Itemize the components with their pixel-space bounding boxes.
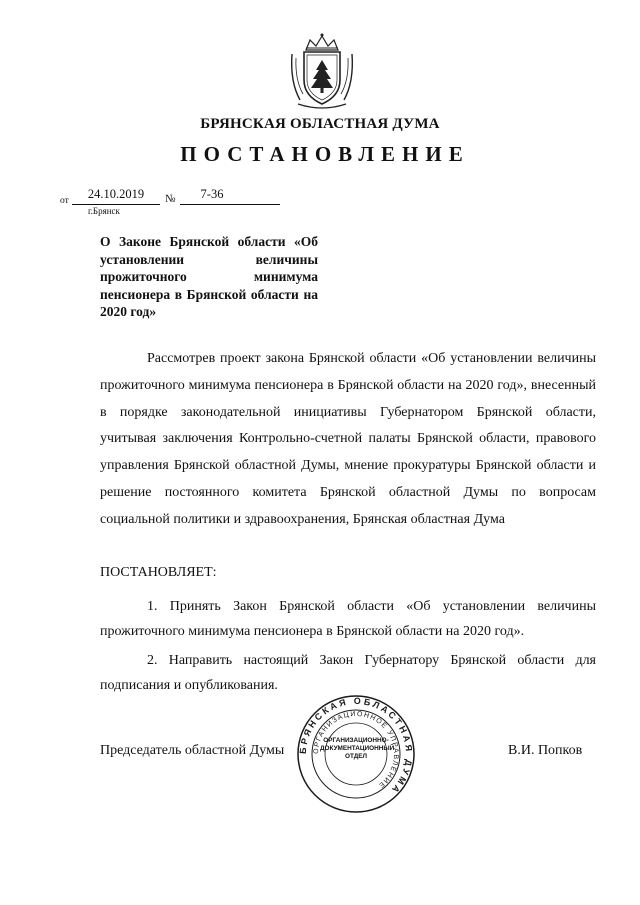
document-number: 7-36 bbox=[200, 187, 224, 201]
stamp-center-line: ОТДЕЛ bbox=[344, 753, 367, 760]
signer-name: В.И. Попков bbox=[508, 743, 583, 758]
city-label: г.Брянск bbox=[88, 206, 120, 216]
document-subject: О Законе Брянской области «Об установлении величины прожиточного минимума пенсионера в Брянской области на 2020 год» bbox=[100, 234, 318, 319]
number-prefix: № bbox=[165, 193, 176, 205]
stamp-center-line: ДОКУМЕНТАЦИОННЫЙ bbox=[320, 745, 395, 752]
decree-word: ПОСТАНОВЛЯЕТ: bbox=[100, 565, 217, 580]
resolution-item-1: 1. Принять Закон Брянской области «Об установлении величины прожиточного минимума пенсионера в Брянской области на 2020 год». bbox=[100, 599, 596, 639]
organization-name: БРЯНСКАЯ ОБЛАСТНАЯ ДУМА bbox=[200, 116, 440, 132]
coat-of-arms-emblem bbox=[286, 32, 358, 112]
resolution-item-2: 2. Направить настоящий Закон Губернатору Брянской области для подписания и опубликования. bbox=[100, 653, 596, 693]
stamp-outer-text: БРЯНСКАЯ ОБЛАСТНАЯ ДУМА bbox=[297, 695, 415, 797]
preamble-paragraph: Рассмотрев проект закона Брянской области «Об установлении величины прожиточного минимума пенсионера в Брянской области на 2020 год», внесенный в порядке законодательной инициативы Губернатором Брянской области, учитывая заключения Контрольно-счетной палаты Брянской области, правового управления Брянской областной Думы, мнение прокуратуры Брянской области и решение постоянного комитета Брянской областной Думы по вопросам социальной политики и здравоохранения, Брянская областная Дума bbox=[100, 351, 596, 527]
document-type-title: ПОСТАНОВЛЕНИЕ bbox=[180, 142, 470, 166]
signer-title: Председатель областной Думы bbox=[100, 743, 285, 758]
number-underline bbox=[180, 204, 280, 205]
document-date: 24.10.2019 bbox=[87, 187, 145, 201]
date-prefix: от bbox=[60, 196, 69, 206]
date-underline bbox=[72, 204, 160, 205]
stamp-center-line: ОРГАНИЗАЦИОННО- bbox=[323, 737, 389, 744]
stamp-ring-text: ОРГАНИЗАЦИОННОЕ УПРАВЛЕНИЕ bbox=[312, 710, 400, 790]
stamp-center-text bbox=[320, 737, 395, 761]
